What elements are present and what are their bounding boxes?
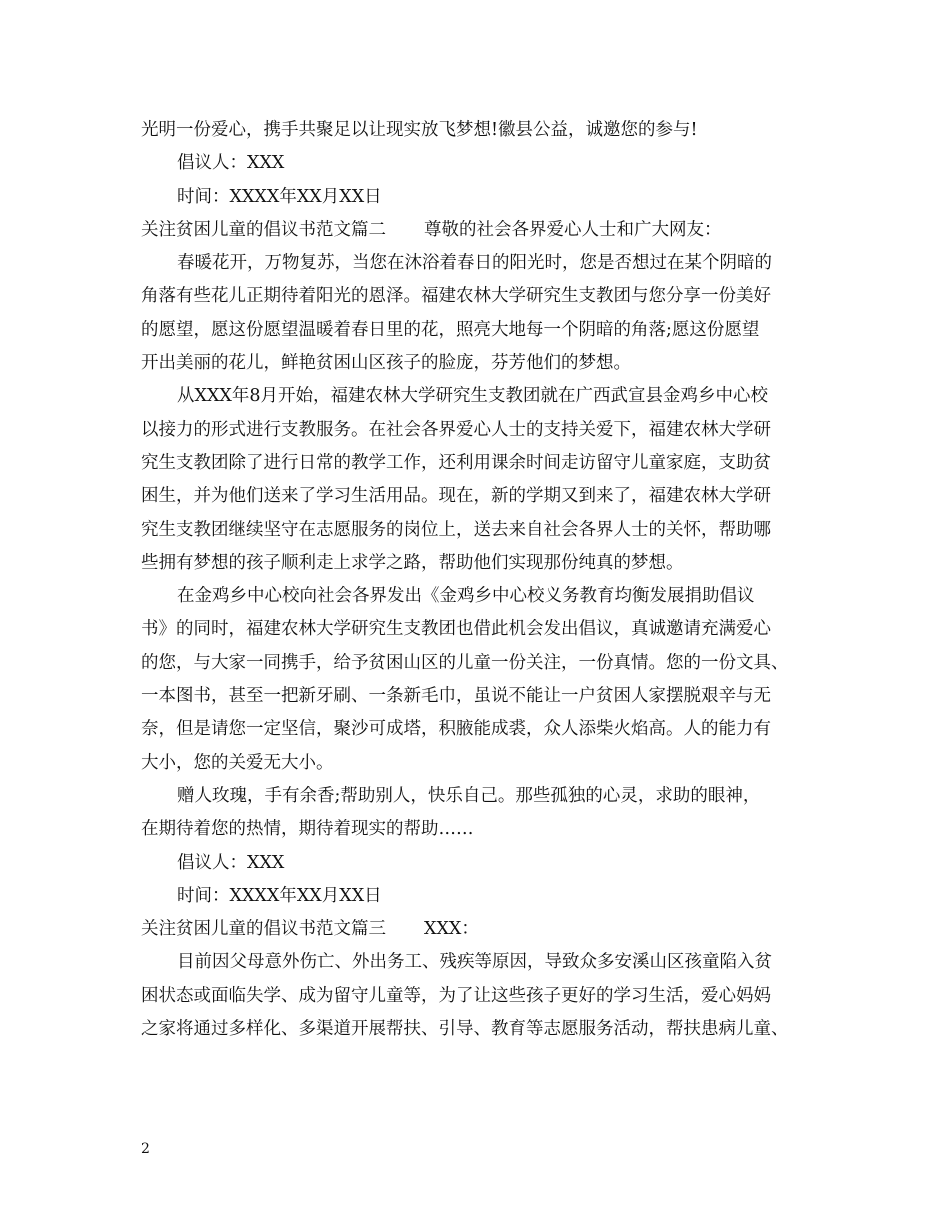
text-line: 一本图书，甚至一把新牙刷、一条新毛巾，虽说不能让一户贫困人家摆脱艰辛与无 xyxy=(141,686,771,707)
document-body xyxy=(141,114,811,1046)
text-line: 困生，并为他们送来了学习生活用品。现在，新的学期又到来了，福建农林大学研 xyxy=(141,486,771,507)
text-line: 的您，与大家一同携手，给予贫困山区的儿童一份关注，一份真情。您的一份文具、 xyxy=(141,652,789,673)
text-line: 角落有些花儿正期待着阳光的恩泽。福建农林大学研究生支教团与您分享一份美好 xyxy=(141,286,771,307)
text-line: 开出美丽的花儿，鲜艳贫困山区孩子的脸庞，芬芳他们的梦想。 xyxy=(141,353,631,374)
text-line: 时间：XXXX年XX月XX日 xyxy=(177,885,382,906)
text-line: 目前因父母意外伤亡、外出务工、残疾等原因，导致众多安溪山区孩童陷入贫 xyxy=(177,952,772,973)
text-line: 究生支教团除了进行日常的教学工作，还利用课余时间走访留守儿童家庭，支助贫 xyxy=(141,452,771,473)
text-line: 困状态或面临失学、成为留守儿童等，为了让这些孩子更好的学习生活，爱心妈妈 xyxy=(141,985,771,1006)
text-line: 春暖花开，万物复苏，当您在沐浴着春日的阳光时，您是否想过在某个阴暗的 xyxy=(177,253,772,274)
text-line: 奈，但是请您一定坚信，聚沙可成塔，积腋能成裘，众人添柴火焰高。人的能力有 xyxy=(141,719,771,740)
text-line: 光明一份爱心，携手共聚足以让现实放飞梦想!徽县公益，诚邀您的参与! xyxy=(141,120,698,140)
text-line: 从XXX年8月开始，福建农林大学研究生支教团就在广西武宣县金鸡乡中心校 xyxy=(177,386,769,407)
text-line: 的愿望，愿这份愿望温暖着春日里的花，照亮大地每一个阴暗的角落;愿这份愿望 xyxy=(141,319,760,340)
text-line: 时间：XXXX年XX月XX日 xyxy=(177,186,382,207)
page-number: 2 xyxy=(141,1141,150,1157)
text-line: 之家将通过多样化、多渠道开展帮扶、引导、教育等志愿服务活动，帮扶患病儿童、 xyxy=(141,1019,789,1040)
text-line: 以接力的形式进行支教服务。在社会各界爱心人士的支持关爱下，福建农林大学研 xyxy=(141,419,771,440)
text-line: 在期待着您的热情，期待着现实的帮助…… xyxy=(141,819,474,840)
text-line: 赠人玫瑰，手有余香;帮助别人，快乐自己。那些孤独的心灵，求助的眼神， xyxy=(177,785,761,806)
text-line: 倡议人：XXX xyxy=(177,852,285,873)
text-line: 大小，您的关爱无大小。 xyxy=(141,752,334,773)
section-heading: 关注贫困儿童的倡议书范文篇三 XXX： xyxy=(141,919,479,940)
text-line: 倡议人：XXX xyxy=(177,153,285,174)
text-line: 在金鸡乡中心校向社会各界发出《金鸡乡中心校义务教育均衡发展捐助倡议 xyxy=(177,586,755,607)
text-line: 些拥有梦想的孩子顺利走上求学之路，帮助他们实现那份纯真的梦想。 xyxy=(141,552,684,573)
text-line: 书》的同时，福建农林大学研究生支教团也借此机会发出倡议，真诚邀请充满爱心 xyxy=(141,619,771,640)
section-heading: 关注贫困儿童的倡议书范文篇二 尊敬的社会各界爱心人士和广大网友： xyxy=(141,219,722,240)
text-line: 究生支教团继续坚守在志愿服务的岗位上，送去来自社会各界人士的关怀，帮助哪 xyxy=(141,519,771,540)
